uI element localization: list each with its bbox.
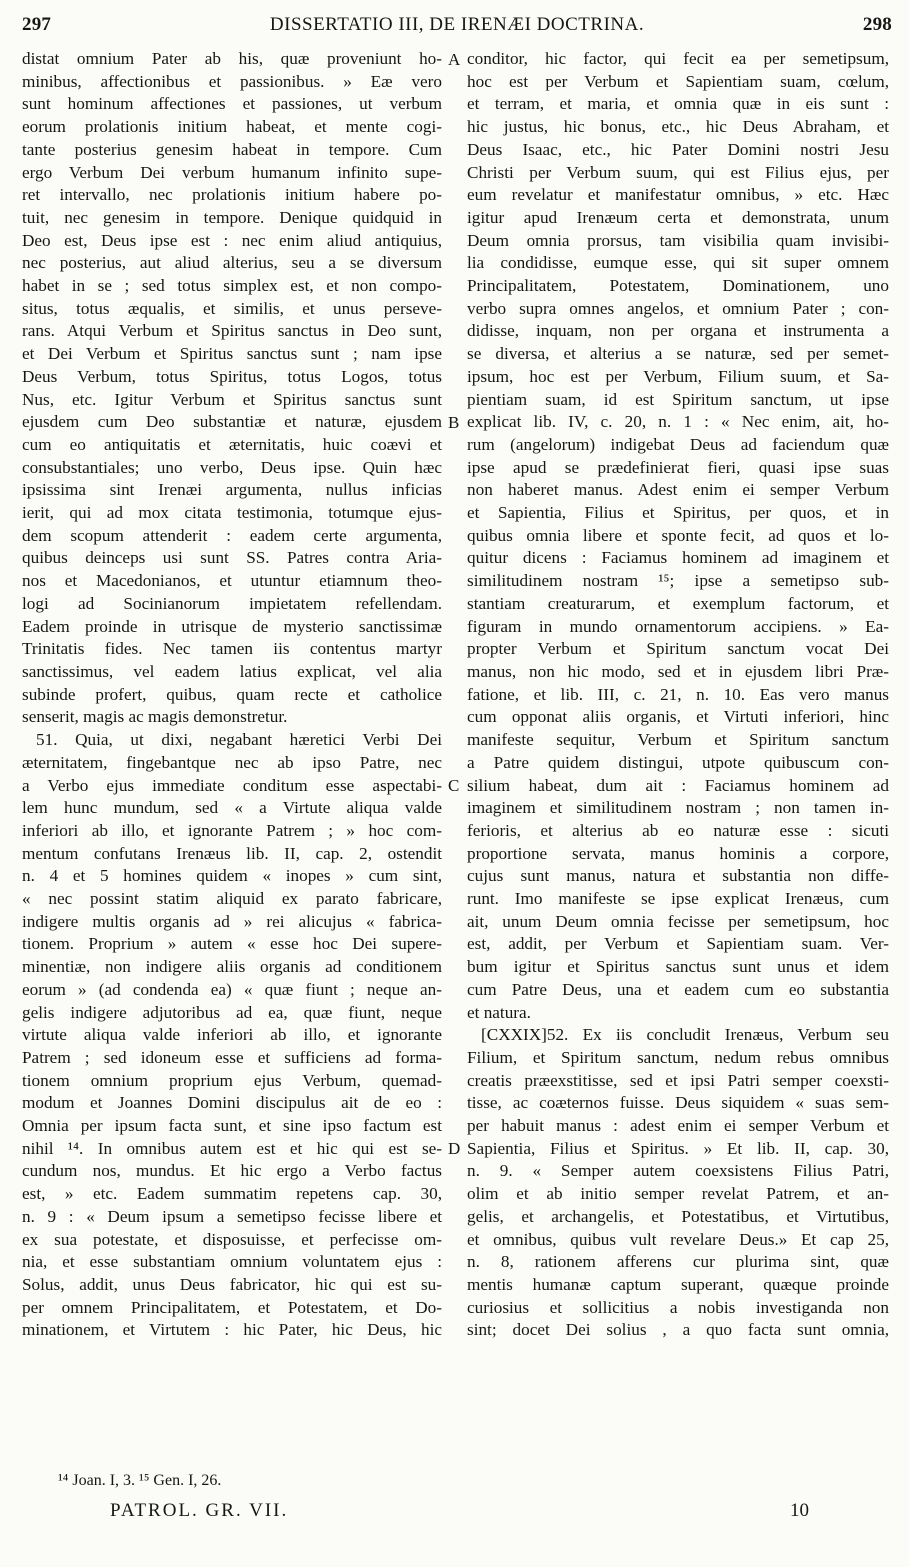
text-line: tuit, nec genesim in tempore. Denique quidquid in: [22, 207, 442, 227]
text-line: bum igitur et Spiritus sanctus sunt unus et idem: [467, 957, 889, 977]
text-line: curiosius et sollicitius a nobis investiganda non: [467, 1297, 889, 1317]
text-line: minibus, affectionibus et passionibus. » Eæ vero: [22, 71, 442, 91]
text-line: propter Verbum et Spiritum sanctum vocat Dei: [467, 639, 889, 659]
text-line: cujus sunt manus, natura et substantia non diffe-: [467, 866, 889, 886]
text-line: Patrem ; sed idoneum esse et sufficiens ad forma-: [22, 1047, 442, 1067]
text-line: manifeste sequitur, Verbum et Spiritum sanctum: [467, 730, 889, 750]
text-line: subinde profert, quibus, quam recte et catholice: [22, 684, 442, 704]
text-line: et Dei Verbum et Spiritus sanctus sunt ; nam ipse: [22, 344, 442, 364]
text-line: sint; docet Dei solius , a quo facta sunt omnia,: [467, 1320, 889, 1340]
text-line: senserit, magis ac magis demonstretur.: [22, 707, 288, 727]
text-line: runt. Imo manifeste se ipse explicat Irenæus, cum: [467, 889, 889, 909]
text-line: eum revelatur et manifestatur omnibus, » etc. Hæc: [467, 185, 889, 205]
text-line: 51. Quia, ut dixi, negabant hæretici Verbi Dei: [36, 730, 442, 750]
text-line: explicat lib. IV, c. 20, n. 1 : « Nec enim, ait, ho-: [467, 412, 889, 432]
text-line: ergo Verbum Dei verbum humanum infinito supe-: [22, 162, 442, 182]
text-line: ipsum, hoc est per Verbum, Filium suum, et Sa-: [467, 366, 889, 386]
text-line: tionem. Proprium » autem « esse hoc Dei supere-: [22, 934, 442, 954]
text-line: per omnem Principalitatem, et Potestatem, et Do-: [22, 1297, 442, 1317]
text-line: ret intervallo, nec prolationis initium habere po-: [22, 185, 442, 205]
text-line: ait, unum Deum omnia fecisse per semetipsum, hoc: [467, 911, 889, 931]
text-line: inferiori ab illo, et ignorante Patrem ; » hoc com-: [22, 820, 442, 840]
text-line: pientiam suam, id est Spiritum sanctum, ut ipse: [467, 389, 889, 409]
text-line: n. 9 : « Deum ipsum a semetipso fecisse libere et: [22, 1206, 442, 1226]
text-line: verbo supra omnes angelos, et omnium Pater ; con-: [467, 298, 889, 318]
text-line: Omnia per ipsum facta sunt, et sine ipso factum est: [22, 1116, 442, 1136]
text-line: nia, et esse substantiam omnium voluntatem ejus :: [22, 1252, 442, 1272]
text-line: minentiæ, non indigere aliis organis ad conditionem: [22, 957, 442, 977]
text-line: et Sapientia, Filius et Spiritus, per quos, et in: [467, 503, 889, 523]
margin-letter-b: B: [448, 413, 460, 432]
text-line: lem hunc mundum, sed « a Virtute aliqua valde: [22, 798, 442, 818]
text-line: a Patre quidem distingui, utpote quibuscum con-: [467, 752, 889, 772]
text-line: tisse, ac coæternos fuisse. Deus siquidem « suas sem-: [467, 1093, 889, 1113]
text-line: mentis humanæ captum superant, quæque proinde: [467, 1274, 889, 1294]
text-line: consubstantiales; uno verbo, Deus ipse. Quin hæc: [22, 457, 442, 477]
text-line: n. 8, rationem afferens cur plurima sint, quæ: [467, 1252, 889, 1272]
text-line: nec posterius, aut aliud alterius, seu a se diversum: [22, 253, 442, 273]
margin-letter-a: A: [448, 50, 461, 69]
text-line: tante posterius genesim habeat in tempore. Cum: [22, 139, 442, 159]
text-line: quibus deinceps usi sunt SS. Patres contra Aria-: [22, 548, 442, 568]
text-line: quitur dicens : Faciamus hominem ad imaginem et: [467, 548, 889, 568]
right-column: [467, 48, 889, 1342]
text-line: ejusdem cum Deo substantiæ et naturæ, ejusdem: [22, 412, 442, 432]
text-line: figuram in mundo ornamentorum accipiens. » Ea-: [467, 616, 889, 636]
text-line: eorum » (ad condenda ea) « quæ fiunt ; neque an-: [22, 979, 442, 999]
page-number-left: 297: [22, 14, 52, 35]
page-number-right: 298: [862, 14, 892, 35]
text-line: silium habeat, dum ait : Faciamus hominem ad: [467, 775, 889, 795]
text-line: dem scopum attenderit : eadem certe argumenta,: [22, 525, 442, 545]
text-line: Solus, addit, unus Deus fabricator, hic qui est su-: [22, 1274, 442, 1294]
text-line: Deo est, Deus ipse est : nec enim aliud antiquius,: [22, 230, 442, 250]
text-line: eorum prolationis initium habeat, et mente cogi-: [22, 117, 442, 137]
text-line: mentum confutans Irenæus lib. II, cap. 2, ostendit: [22, 843, 442, 863]
text-line: Deum omnia prorsus, tam visibilia quam invisibi-: [467, 230, 889, 250]
text-line: n. 4 et 5 homines quidem « inopes » cum sint,: [22, 866, 442, 886]
text-line: manus, non hic modo, sed et in ejusdem libri Præ-: [467, 661, 889, 681]
text-line: est, » etc. Eadem summatim repetens cap. 30,: [22, 1184, 442, 1204]
text-line: et omnibus, quibus vult revelare Deus.» Et cap 25,: [467, 1229, 889, 1249]
text-line: similitudinem nostram ¹⁵; ipse a semetipso sub-: [467, 571, 889, 591]
text-line: cum eo antiquitatis et æternitatis, huic coævi et: [22, 434, 442, 454]
footer-signature: PATROL. GR. VII.: [110, 1500, 289, 1521]
footer-sheet-number: 10: [790, 1500, 809, 1521]
text-line: proportione servata, manus hominis a corpore,: [467, 843, 889, 863]
text-line: a Verbo ejus immediate conditum esse aspectabi-: [22, 775, 442, 795]
margin-letter-d: D: [448, 1139, 461, 1158]
footnotes: ¹⁴ Joan. I, 3. ¹⁵ Gen. I, 26.: [58, 1472, 222, 1489]
text-line: æternitatem, fingebantque nec ab ipso Patre, nec: [22, 752, 442, 772]
text-line: Eadem proinde in utrisque de mysterio sanctissimæ: [22, 616, 442, 636]
text-line: gelis indigere adjutoribus ad ea, quæ fiunt, neque: [22, 1002, 442, 1022]
text-line: tionem omnium proprium ejus Verbum, quemad-: [22, 1070, 442, 1090]
text-line: Christi per Verbum suum, qui est Filius ejus, per: [467, 162, 889, 182]
text-line: Trinitatis fides. Nec tamen iis contentus martyr: [22, 639, 442, 659]
text-line: olim et ab initio semper revelat Patrem, et an-: [467, 1184, 889, 1204]
text-line: « nec possint statim aliquid ex parato fabricare,: [22, 889, 442, 909]
text-line: igitur apud Irenæum certa et demonstrata, unum: [467, 207, 889, 227]
text-line: indigere multis organis ad » rei alicujus « fabrica-: [22, 911, 442, 931]
margin-letter-c: C: [448, 776, 460, 795]
text-line: hoc est per Verbum et Sapientiam suam, cœlum,: [467, 71, 889, 91]
left-column: [22, 48, 442, 1342]
text-line: et natura.: [467, 1002, 531, 1022]
text-line: imaginem et similitudinem nostram ; non tamen in-: [467, 798, 889, 818]
text-line: non haberet manus. Adest enim ei semper Verbum: [467, 480, 889, 500]
text-line: cundum nos, mundus. Et hic ergo a Verbo factus: [22, 1161, 442, 1181]
text-line: sanctissimus, vel eadem latius explicat, vel alia: [22, 661, 442, 681]
text-line: Filium, et Spiritum sanctum, nedum rebus omnibus: [467, 1047, 889, 1067]
text-line: per habuit manus : adest enim ei semper Verbum et: [467, 1116, 889, 1136]
text-line: [CXXIX]52. Ex iis concludit Irenæus, Verbum seu: [481, 1025, 889, 1045]
text-line: ipse apud se prædefinierat fieri, quasi ipse suas: [467, 457, 889, 477]
text-line: quibus omnia libere et sponte fecit, ad quos et lo-: [467, 525, 889, 545]
text-line: ipsissima sint Irenæi argumenta, nullus inficias: [22, 480, 442, 500]
text-line: cum opponat aliis organis, et Virtuti inferiori, hinc: [467, 707, 889, 727]
text-line: est, addit, per Verbum et Sapientiam suam. Ver-: [467, 934, 889, 954]
text-line: modum et Joannes Domini discipulus ait de eo :: [22, 1093, 442, 1113]
text-line: situs, totus æqualis, et similis, et unus perseve-: [22, 298, 442, 318]
text-line: Nus, etc. Igitur Verbum et Spiritus sanctus sunt: [22, 389, 442, 409]
text-line: Principalitatem, Potestatem, Dominationem, uno: [467, 276, 889, 296]
text-line: nihil ¹⁴. In omnibus autem est et hic qui est se-: [22, 1138, 442, 1158]
text-line: fatione, et lib. III, c. 21, n. 10. Eas vero manus: [467, 684, 889, 704]
text-line: gelis, et archangelis, et Potestatibus, et Virtutibus,: [467, 1206, 889, 1226]
text-line: conditor, hic factor, qui fecit ea per semetipsum,: [467, 49, 889, 68]
text-line: cum Patre Deus, una et eadem cum eo substantia: [467, 979, 889, 999]
text-line: nos et Macedonianos, et utuntur etiamnum theo-: [22, 571, 442, 591]
text-line: se diversa, et alterius a se naturæ, sed per semet-: [467, 344, 889, 364]
text-line: lia condidisse, eumque esse, qui sit super omnem: [467, 253, 889, 273]
text-line: creatis præexstitisse, sed et ipsi Patri semper coexsti-: [467, 1070, 889, 1090]
text-line: didisse, inquam, non per organa et instrumenta a: [467, 321, 889, 341]
text-line: rum (angelorum) indigebat Deus ad faciendum quæ: [467, 434, 889, 454]
text-line: logi ad Socinianorum impietatem refellendam.: [22, 593, 442, 613]
text-line: ferioris, et alterius ab eo naturæ esse : sicuti: [467, 820, 889, 840]
text-line: stantiam creaturarum, et exemplum factorum, et: [467, 593, 889, 613]
text-line: rans. Atqui Verbum et Spiritus sanctus in Deo sunt,: [22, 321, 442, 341]
text-line: Deus Verbum, totus Spiritus, totus Logos, totus: [22, 366, 442, 386]
text-line: distat omnium Pater ab his, quæ proveniunt ho-: [22, 49, 442, 68]
text-line: ierit, qui ad mox citata testimonia, totumque ejus-: [22, 503, 442, 523]
text-line: et terram, et maria, et omnia quæ in eis sunt :: [467, 94, 889, 114]
text-line: Sapientia, Filius et Spiritus. » Et lib. II, cap. 30,: [467, 1138, 889, 1158]
text-line: Deus Isaac, etc., hic Pater Domini nostri Jesu: [467, 139, 889, 159]
text-line: ex sua potestate, et disposuisse, et perfecisse om-: [22, 1229, 442, 1249]
text-line: n. 9. « Semper autem coexsistens Filius Patri,: [467, 1161, 889, 1181]
text-line: sunt hominum affectiones et passiones, ut verbum: [22, 94, 442, 114]
text-line: hic justus, hic bonus, etc., hic Deus Abraham, et: [467, 117, 889, 137]
running-header: [22, 14, 892, 40]
text-line: virtute aliqua valde inferiori ab illo, et ignorante: [22, 1025, 442, 1045]
text-line: minationem, et Virtutem : hic Pater, hic Deus, hic: [22, 1320, 442, 1340]
running-title: DISSERTATIO III, DE IRENÆI DOCTRINA.: [269, 14, 645, 35]
text-line: habet in se ; sed totus simplex est, et non compo-: [22, 276, 442, 296]
